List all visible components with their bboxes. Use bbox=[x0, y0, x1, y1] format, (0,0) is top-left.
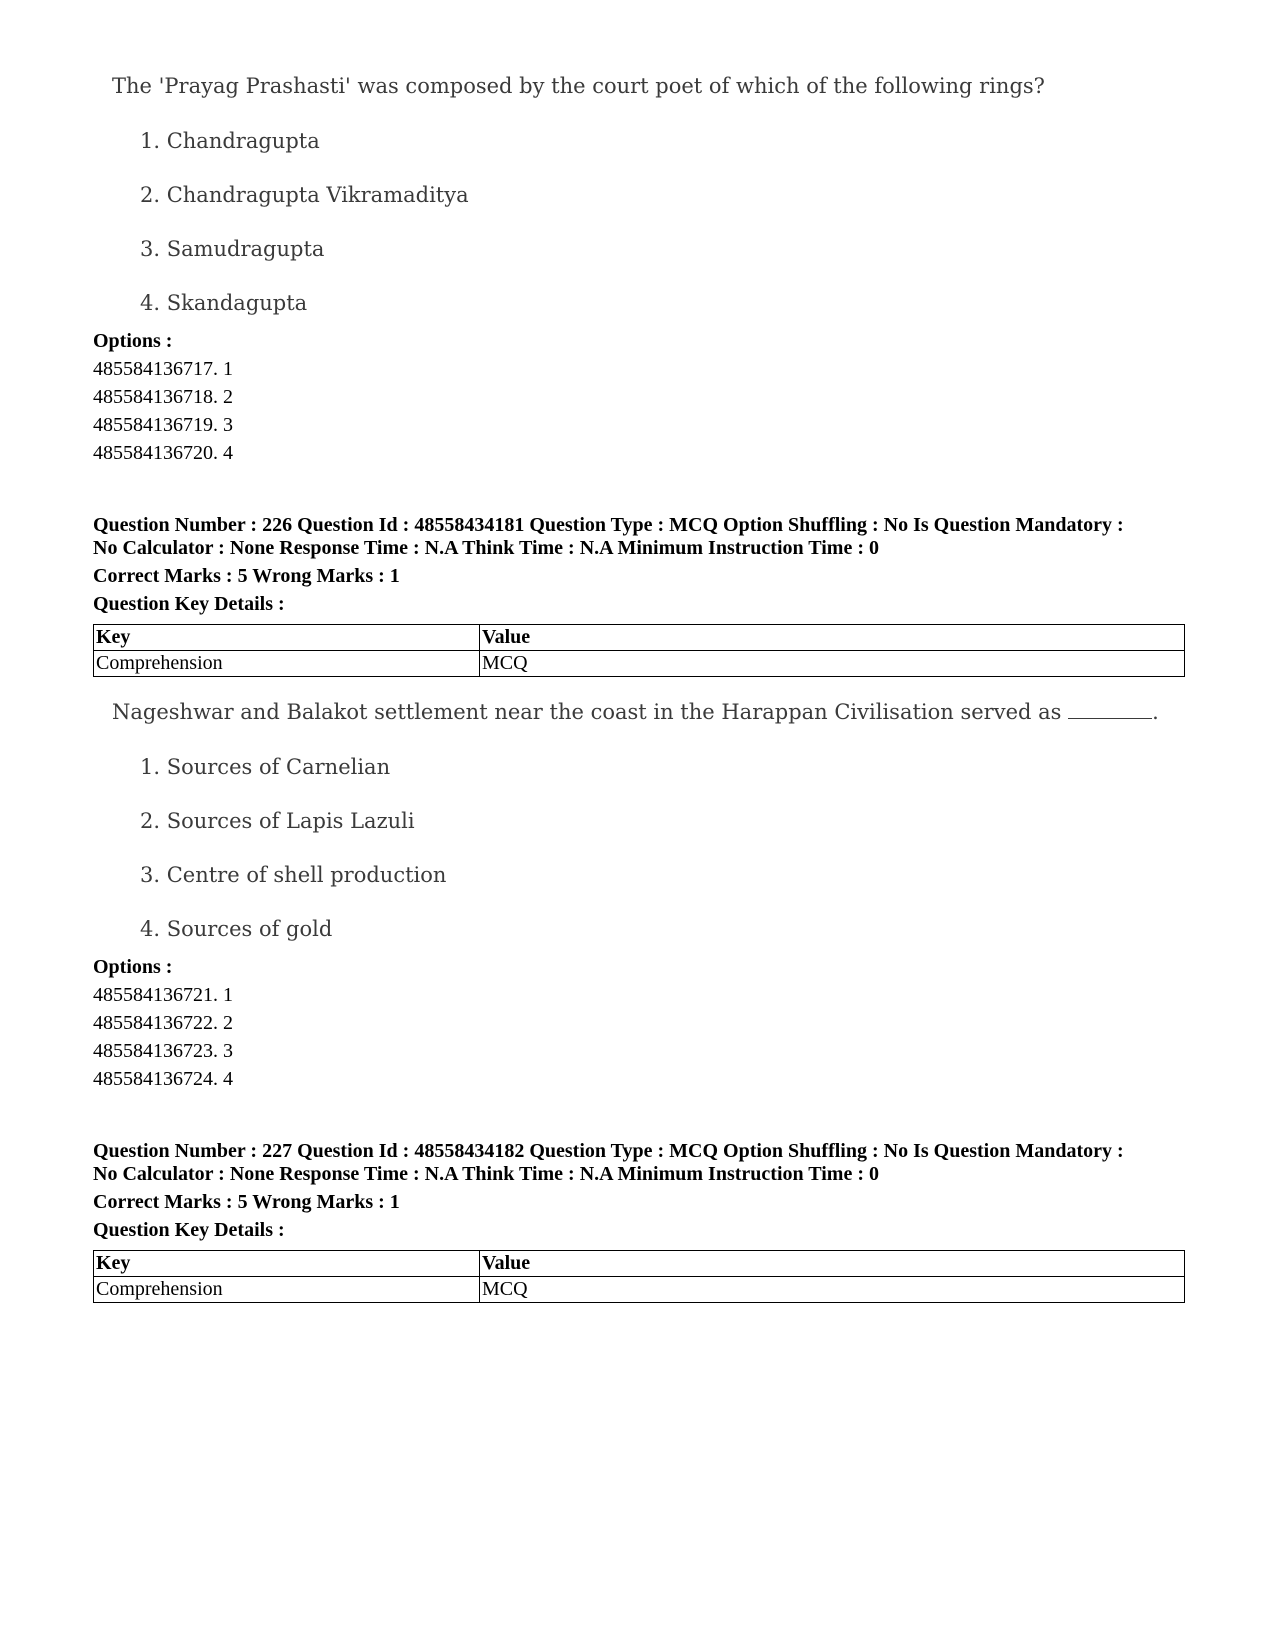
question-225-choice-2: 2. Chandragupta Vikramaditya bbox=[140, 183, 469, 207]
table-header-row bbox=[94, 1251, 1185, 1277]
table-header-key: Key bbox=[94, 625, 480, 651]
question-226-image bbox=[112, 700, 1159, 941]
key-details-label: Question Key Details : bbox=[93, 593, 285, 615]
marks-text: Correct Marks : 5 Wrong Marks : 1 bbox=[93, 1191, 400, 1213]
option-id: 485584136724. 4 bbox=[93, 1068, 233, 1090]
question-meta-line: Question Number : 226 Question Id : 48558434181 Question Type : MCQ Option Shuffling : No Is Question Mandatory : bbox=[93, 514, 1124, 536]
question-227-key-table bbox=[93, 1250, 1185, 1303]
question-226-key-table bbox=[93, 624, 1185, 677]
option-id: 485584136717. 1 bbox=[93, 358, 233, 380]
question-226-meta bbox=[93, 514, 1203, 560]
answer-blank bbox=[1068, 700, 1152, 719]
table-row bbox=[94, 1277, 1185, 1303]
question-225-image bbox=[112, 74, 1045, 315]
question-225-choice-3: 3. Samudragupta bbox=[140, 237, 325, 261]
question-226-marks bbox=[93, 562, 400, 618]
question-227-marks bbox=[93, 1188, 400, 1244]
option-id: 485584136723. 3 bbox=[93, 1040, 233, 1062]
question-226-choice-2: 2. Sources of Lapis Lazuli bbox=[140, 809, 415, 833]
question-225-options bbox=[93, 327, 233, 467]
option-id: 485584136718. 2 bbox=[93, 386, 233, 408]
question-meta-line: No Calculator : None Response Time : N.A Think Time : N.A Minimum Instruction Time : 0 bbox=[93, 1163, 879, 1185]
question-meta-line: No Calculator : None Response Time : N.A Think Time : N.A Minimum Instruction Time : 0 bbox=[93, 537, 879, 559]
table-cell-key: Comprehension bbox=[94, 651, 480, 677]
option-id: 485584136719. 3 bbox=[93, 414, 233, 436]
table-cell-key: Comprehension bbox=[94, 1277, 480, 1303]
option-id: 485584136720. 4 bbox=[93, 442, 233, 464]
table-cell-value: MCQ bbox=[480, 651, 1185, 677]
table-row bbox=[94, 651, 1185, 677]
question-226-choice-3: 3. Centre of shell production bbox=[140, 863, 447, 887]
table-header-key: Key bbox=[94, 1251, 480, 1277]
option-id: 485584136722. 2 bbox=[93, 1012, 233, 1034]
question-226-choice-1: 1. Sources of Carnelian bbox=[140, 755, 391, 779]
question-227-meta bbox=[93, 1140, 1203, 1186]
table-header-row bbox=[94, 625, 1185, 651]
question-226-stem bbox=[112, 700, 1159, 724]
key-details-label: Question Key Details : bbox=[93, 1219, 285, 1241]
question-226-stem-text: Nageshwar and Balakot settlement near the coast in the Harappan Civilisation served as bbox=[112, 700, 1062, 724]
option-id: 485584136721. 1 bbox=[93, 984, 233, 1006]
question-225-choice-4: 4. Skandagupta bbox=[140, 291, 308, 315]
table-header-value: Value bbox=[480, 1251, 1185, 1277]
question-226-stem-end: . bbox=[1152, 700, 1159, 724]
options-label: Options : bbox=[93, 330, 173, 352]
question-225-stem: The 'Prayag Prashasti' was composed by the court poet of which of the following rings? bbox=[112, 74, 1045, 98]
options-label: Options : bbox=[93, 956, 173, 978]
marks-text: Correct Marks : 5 Wrong Marks : 1 bbox=[93, 565, 400, 587]
question-226-choice-4: 4. Sources of gold bbox=[140, 917, 333, 941]
question-226-options bbox=[93, 953, 233, 1093]
question-meta-line: Question Number : 227 Question Id : 48558434182 Question Type : MCQ Option Shuffling : No Is Question Mandatory : bbox=[93, 1140, 1124, 1162]
table-header-value: Value bbox=[480, 625, 1185, 651]
question-225-choice-1: 1. Chandragupta bbox=[140, 129, 320, 153]
table-cell-value: MCQ bbox=[480, 1277, 1185, 1303]
